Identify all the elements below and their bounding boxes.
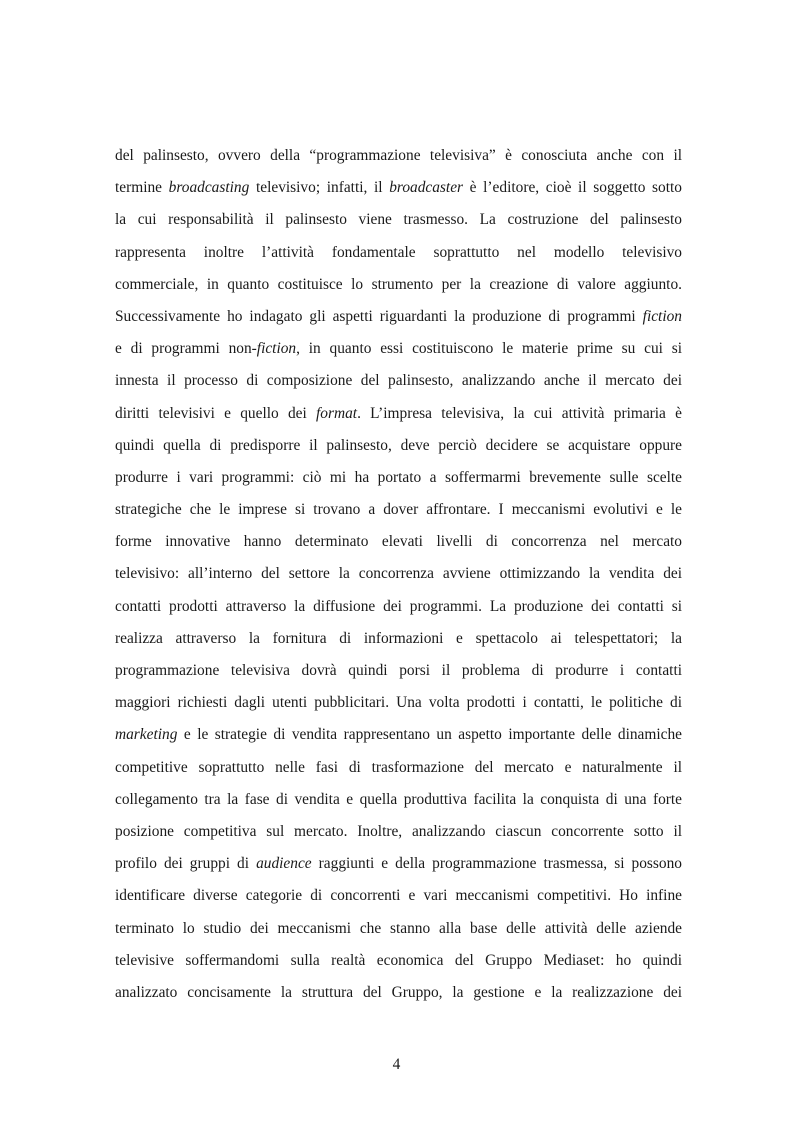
text-line [115,755,682,787]
text-segment: terminato lo studio dei meccanismi che stanno alla base delle attività delle aziende [115,919,682,937]
text-segment: strategiche che le imprese si trovano a dover affrontare. I meccanismi evolutivi e le [115,501,682,519]
text-line [115,529,682,561]
text-segment: collegamento tra la fase di vendita e quella produttiva facilita la conquista di una forte [115,790,682,808]
text-segment: raggiunti e della programmazione trasmessa, si possono [311,855,682,873]
text-segment: e le strategie di vendita rappresentano un aspetto importante delle dinamiche [177,726,682,744]
italic-term: fiction [256,340,297,358]
text-segment: è l’editore, cioè il soggetto sotto [463,179,682,197]
text-line [115,143,682,175]
text-line [115,497,682,529]
text-line [115,819,682,851]
text-segment: termine [115,179,169,197]
text-segment: programmazione televisiva dovrà quindi porsi il problema di produrre i contatti [115,662,682,679]
text-segment: del palinsesto, ovvero della “programmazione televisiva” è conosciuta anche con il [115,147,682,164]
text-segment: innesta il processo di composizione del palinsesto, analizzando anche il mercato dei [115,372,682,390]
italic-term: broadcaster [389,179,464,197]
text-line [115,658,682,690]
text-line [115,401,682,433]
text-line [115,626,682,658]
text-segment: televisive soffermandomi sulla realtà economica del Gruppo Mediaset: ho quindi [115,951,682,969]
text-segment: televisivo; infatti, il [249,179,390,197]
text-segment: e di programmi non- [115,340,257,358]
text-segment: Successivamente ho indagato gli aspetti riguardanti la produzione di programmi [115,307,643,325]
text-line [115,916,682,948]
text-segment: , in quanto essi costituiscono le materie prime su cui si [296,340,682,358]
text-segment: realizza attraverso la fornitura di informazioni e spettacolo ai telespettatori; la [115,629,682,647]
text-segment: analizzato concisamente la struttura del Gruppo, la gestione e la realizzazione dei [115,983,682,1001]
text-segment: produrre i vari programmi: ciò mi ha portato a soffermarmi brevemente sulle scelte [115,468,682,486]
italic-term: format [316,404,358,422]
text-line [115,883,682,915]
text-line [115,851,682,883]
body-paragraph [115,143,682,1012]
text-segment: identificare diverse categorie di concorrenti e vari meccanismi competitivi. Ho infine [115,887,682,905]
text-line [115,594,682,626]
text-line [115,272,682,304]
text-line [115,207,682,239]
italic-term: fiction [642,307,682,325]
text-segment: profilo dei gruppi di [115,855,257,873]
text-line [115,787,682,819]
text-line [115,561,682,593]
italic-term: audience [256,855,312,873]
text-line [115,368,682,400]
text-segment: quindi quella di predisporre il palinsesto, deve perciò decidere se acquistare oppure [115,436,682,454]
text-segment: competitive soprattutto nelle fasi di trasformazione del mercato e naturalmente il [115,758,682,776]
text-line [115,304,682,336]
text-segment: . L’impresa televisiva, la cui attività primaria è [357,404,682,422]
text-line [115,175,682,207]
text-segment: maggiori richiesti dagli utenti pubblicitari. Una volta prodotti i contatti, le politiche di [115,694,682,712]
text-line [115,465,682,497]
text-segment: diritti televisivi e quello dei [115,404,317,422]
italic-term: marketing [115,726,178,744]
text-line [115,240,682,272]
text-segment: rappresenta inoltre l’attività fondamentale soprattutto nel modello televisivo [115,243,682,261]
text-line [115,336,682,368]
text-line [115,722,682,754]
text-segment: posizione competitiva sul mercato. Inoltre, analizzando ciascun concorrente sotto il [115,822,682,840]
text-line [115,690,682,722]
text-segment: televisivo: all’interno del settore la concorrenza avviene ottimizzando la vendita dei [115,565,682,583]
page-number: 4 [392,1056,401,1073]
italic-term: broadcasting [168,179,250,197]
text-segment: la cui responsabilità il palinsesto viene trasmesso. La costruzione del palinsesto [115,211,682,229]
text-line [115,980,682,1012]
text-segment: forme innovative hanno determinato elevati livelli di concorrenza nel mercato [115,533,682,551]
text-line [115,948,682,980]
text-segment: commerciale, in quanto costituisce lo strumento per la creazione di valore aggiunto. [115,275,682,293]
text-segment: contatti prodotti attraverso la diffusione dei programmi. La produzione dei contatti si [115,597,682,615]
text-line [115,433,682,465]
